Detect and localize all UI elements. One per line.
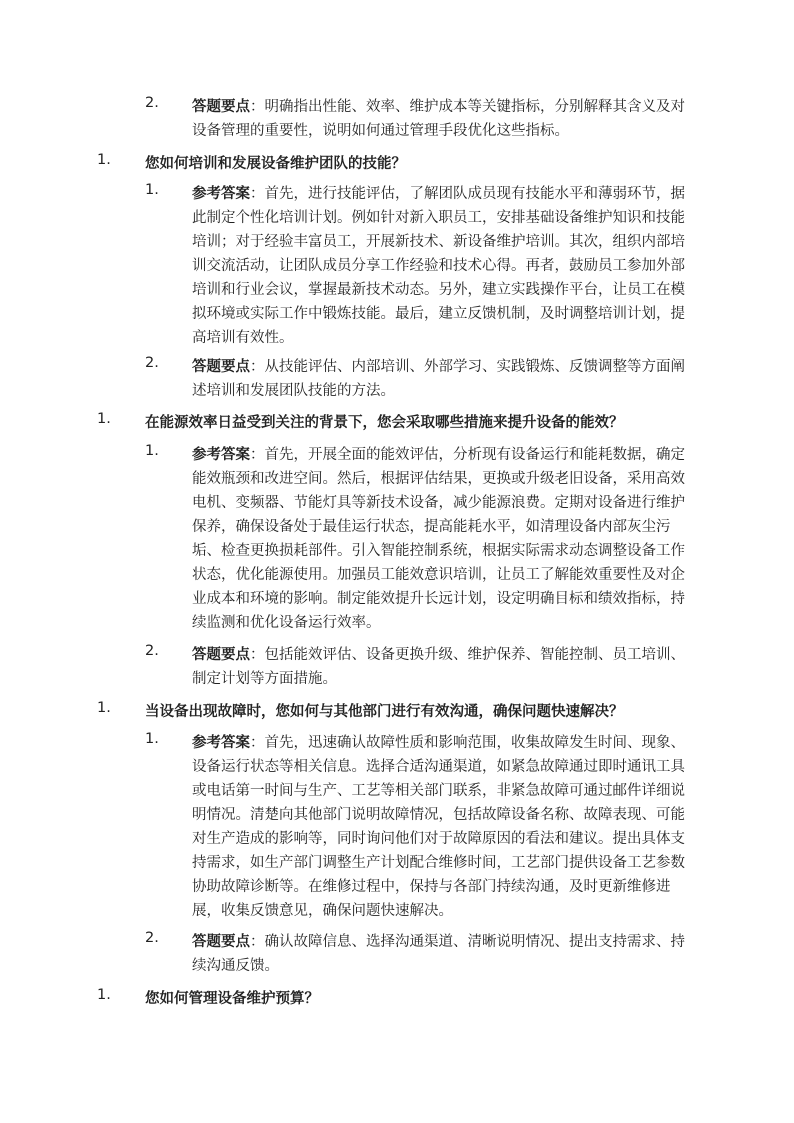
list-number: 1. (145, 182, 159, 198)
question-text: 当设备出现故障时，您如何与其他部门进行有效沟通，确保问题快速解决？ (145, 704, 624, 720)
list-number: 1. (97, 987, 111, 1003)
answer-point-item (0, 930, 794, 978)
list-number: 2. (145, 643, 159, 659)
list-number: 2. (145, 930, 159, 946)
reference-answer-item (0, 443, 794, 635)
answer-text: 答题要点：确认故障信息、选择沟通渠道、清晰说明情况、提出支持需求、持 续沟通反馈。 (192, 934, 685, 974)
answer-text: 参考答案：首先，进行技能评估，了解团队成员现有技能水平和薄弱环节，据 此制定个性化培训计划。例如针对新入职员工，安排基础设备维护知识和技能 培训；对于经验丰富员工，开展新技术、新设备维护培训。其次，组织内部培 训交流活动，让团队成员分享工作经验和技术心得。再者，鼓励员工参加外部 培训和行业会议，掌握最新技术动态。另外，建立实践操作平台，让员工在模 拟环境或实际工作中锻炼技能。最后，建立反馈机制，及时调整培训计划，提 高培训有效性。 (192, 186, 685, 346)
answer-text: 答题要点：包括能效评估、设备更换升级、维护保养、智能控制、员工培训、 制定计划等方面措施。 (192, 647, 685, 687)
question-text: 在能源效率日益受到关注的背景下，您会采取哪些措施来提升设备的能效？ (145, 415, 624, 431)
answer-text: 答题要点：明确指出性能、效率、维护成本等关键指标，分别解释其含义及对 设备管理的重要性，说明如何通过管理手段优化这些指标。 (192, 99, 685, 139)
answer-label: 答题要点 (192, 647, 250, 663)
answer-point-item (0, 95, 794, 143)
reference-answer-item (0, 731, 794, 923)
answer-label: 参考答案 (192, 447, 250, 463)
list-number: 1. (97, 700, 111, 716)
answer-label: 答题要点 (192, 359, 250, 375)
answer-text: 参考答案：首先，开展全面的能效评估，分析现有设备运行和能耗数据，确定 能效瓶颈和改进空间。然后，根据评估结果，更换或升级老旧设备，采用高效 电机、变频器、节能灯具等新技术设备，减少能源浪费。定期对设备进行维护 保养，确保设备处于最佳运行状态，提高能耗水平，如清理设备内部灰尘污 垢、检查更换损耗部件。引入智能控制系统，根据实际需求动态调整设备工作 状态，优化能源使用。加强员工能效意识培训，让员工了解能效重要性及对企 业成本和环境的影响。制定能效提升长远计划，设定明确目标和绩效指标，持 续监测和优化设备运行效率。 (192, 447, 685, 631)
question-item (0, 700, 794, 724)
answer-point-item (0, 355, 794, 403)
question-item (0, 987, 794, 1011)
answer-label: 参考答案 (192, 735, 250, 751)
answer-label: 参考答案 (192, 186, 250, 202)
answer-point-item (0, 643, 794, 691)
question-item (0, 152, 794, 176)
reference-answer-item (0, 182, 794, 350)
answer-text: 参考答案：首先，迅速确认故障性质和影响范围，收集故障发生时间、现象、 设备运行状态等相关信息。选择合适沟通渠道，如紧急故障通过即时通讯工具 或电话第一时间与生产、工艺等相关部门联系，非紧急故障可通过邮件详细说 明情况。清楚向其他部门说明故障情况，包括故障设备名称、故障表现、可能 对生产造成的影响等，同时询问他们对于故障原因的看法和建议。提出具体支 持需求，如生产部门调整生产计划配合维修时间，工艺部门提供设备工艺参数 协助故障诊断等。在维修过程中，保持与各部门持续沟通，及时更新维修进 展，收集反馈意见，确保问题快速解决。 (192, 735, 685, 919)
answer-text: 答题要点：从技能评估、内部培训、外部学习、实践锻炼、反馈调整等方面阐 述培训和发展团队技能的方法。 (192, 359, 685, 399)
list-number: 1. (97, 411, 111, 427)
list-number: 2. (145, 95, 159, 111)
list-number: 1. (145, 443, 159, 459)
question-text: 您如何管理设备维护预算？ (145, 991, 319, 1007)
question-text: 您如何培训和发展设备维护团队的技能？ (145, 156, 406, 172)
list-number: 2. (145, 355, 159, 371)
answer-label: 答题要点 (192, 934, 250, 950)
list-number: 1. (97, 152, 111, 168)
question-item (0, 411, 794, 435)
answer-label: 答题要点 (192, 99, 250, 115)
list-number: 1. (145, 731, 159, 747)
